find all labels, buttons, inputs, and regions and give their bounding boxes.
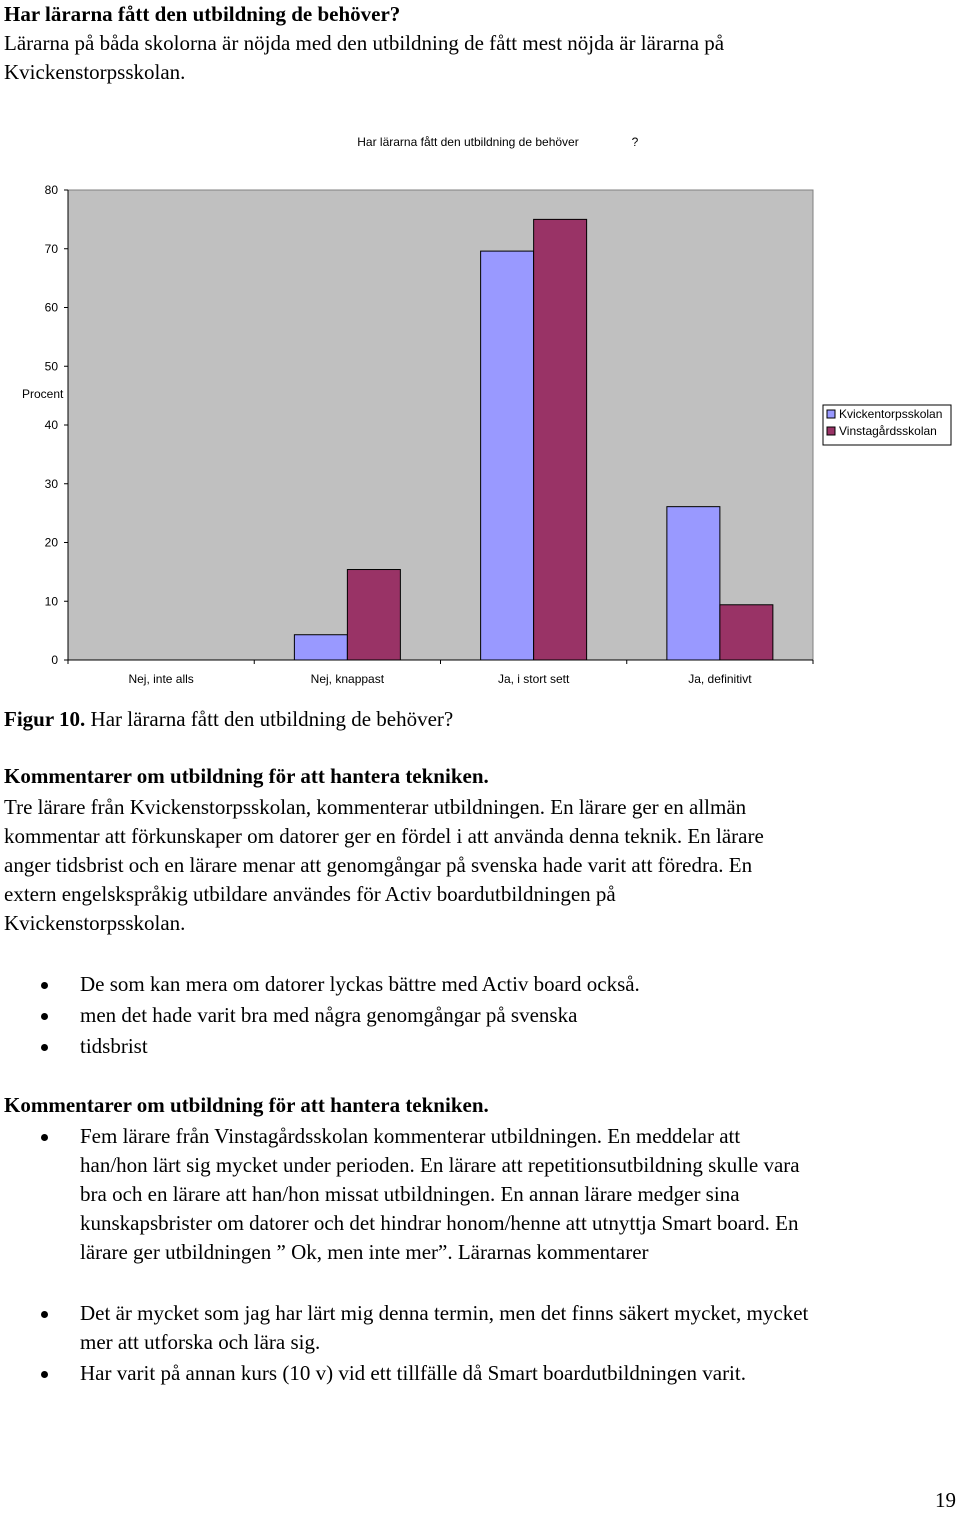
- list-item: Fem lärare från Vinstagårdsskolan kommenterar utbildningen. En meddelar att han/hon lärt sig mycket under perioden. En lärare att repetitionsutbildning skulle vara bra och en lärare att han/hon missat utbildningen. En annan lärare medger sina kunskapsbrister om datorer och det hindrar honom/henne att utnyttja Smart board. En lärare ger utbildningen ” Ok, men inte mer”. Lärarnas kommentarer: [0, 1122, 958, 1267]
- section1-bullet-list: [0, 970, 958, 1061]
- paragraph-line: Kvickenstorpsskolan.: [4, 911, 186, 935]
- legend-label: Kvickentorpsskolan: [839, 407, 943, 421]
- bullet-icon: [41, 1013, 48, 1020]
- bullet-icon: [41, 982, 48, 989]
- y-tick-label: 40: [44, 418, 58, 432]
- paragraph-line: Tre lärare från Kvickenstorpsskolan, kommenterar utbildningen. En lärare ger en allmän: [4, 795, 747, 819]
- x-tick-label: Nej, knappast: [310, 672, 385, 686]
- legend: [823, 405, 951, 445]
- figure-label: Figur 10.: [4, 707, 86, 731]
- intro-line-2: Kvickenstorpsskolan.: [4, 60, 186, 84]
- y-tick-label: 80: [44, 183, 58, 197]
- paragraph-line: kommentar att förkunskaper om datorer ger en fördel i att använda denna teknik. En lärare: [4, 824, 764, 848]
- y-tick-label: 50: [44, 359, 58, 374]
- y-tick-label: 20: [44, 535, 58, 550]
- section1-title: Kommentarer om utbildning för att hantera tekniken.: [4, 764, 489, 788]
- y-tick-label: 70: [44, 241, 58, 256]
- y-tick-label: 60: [44, 300, 58, 315]
- figure-caption: [4, 705, 453, 734]
- list-item: Har varit på annan kurs (10 v) vid ett tillfälle då Smart boardutbildningen varit.: [0, 1359, 958, 1388]
- y-axis-label: Procent: [22, 387, 64, 401]
- chart-title: Har lärarna fått den utbildning de behöver ?: [357, 135, 639, 149]
- list-item: men det hade varit bra med några genomgångar på svenska: [0, 1001, 958, 1030]
- legend-swatch: [827, 427, 835, 435]
- y-tick-label: 30: [44, 476, 58, 491]
- bar-kvickentorp: [481, 251, 534, 660]
- intro-block: [4, 0, 954, 87]
- y-tick-label: 10: [44, 594, 58, 609]
- bar-vinstagard: [720, 605, 773, 660]
- bullet-icon: [41, 1371, 48, 1378]
- list-item: Det är mycket som jag har lärt mig denna termin, men det finns säkert mycket, mycket mer att utforska och lära sig.: [0, 1299, 958, 1357]
- intro-line-1: Lärarna på båda skolorna är nöjda med den utbildning de fått mest nöjda är lärarna på: [4, 31, 725, 55]
- bar-kvickentorp: [294, 635, 347, 660]
- page-number: 19: [935, 1488, 956, 1512]
- bar-vinstagard: [534, 219, 587, 660]
- bar-vinstagard: [347, 570, 400, 660]
- paragraph-line: anger tidsbrist och en lärare menar att genomgångar på svenska hade varit att föredra. En: [4, 853, 753, 877]
- list-item: De som kan mera om datorer lyckas bättre med Activ board också.: [0, 970, 958, 999]
- legend-swatch: [827, 410, 835, 418]
- legend-label: Vinstagårdsskolan: [839, 424, 937, 438]
- section-heading: Har lärarna fått den utbildning de behöver?: [4, 2, 401, 26]
- figure-caption-text: Har lärarna fått den utbildning de behöver?: [90, 707, 454, 731]
- list-item: tidsbrist: [0, 1032, 958, 1061]
- paragraph-line: extern engelskspråkig utbildare användes för Activ boardutbildningen på: [4, 882, 616, 906]
- bullet-icon: [41, 1311, 48, 1318]
- bar-kvickentorp: [667, 507, 720, 660]
- bar-chart: [0, 125, 960, 690]
- y-tick-label: 0: [51, 653, 58, 667]
- bullet-icon: [41, 1134, 48, 1141]
- x-tick-label: Nej, inte alls: [128, 672, 194, 686]
- x-tick-label: Ja, definitivt: [688, 672, 752, 686]
- bullet-icon: [41, 1044, 48, 1051]
- x-tick-label: Ja, i stort sett: [497, 672, 570, 686]
- section2-bullet-list: [0, 1122, 958, 1388]
- section1-paragraph: [4, 793, 954, 938]
- section2-title: Kommentarer om utbildning för att hantera tekniken.: [4, 1093, 489, 1117]
